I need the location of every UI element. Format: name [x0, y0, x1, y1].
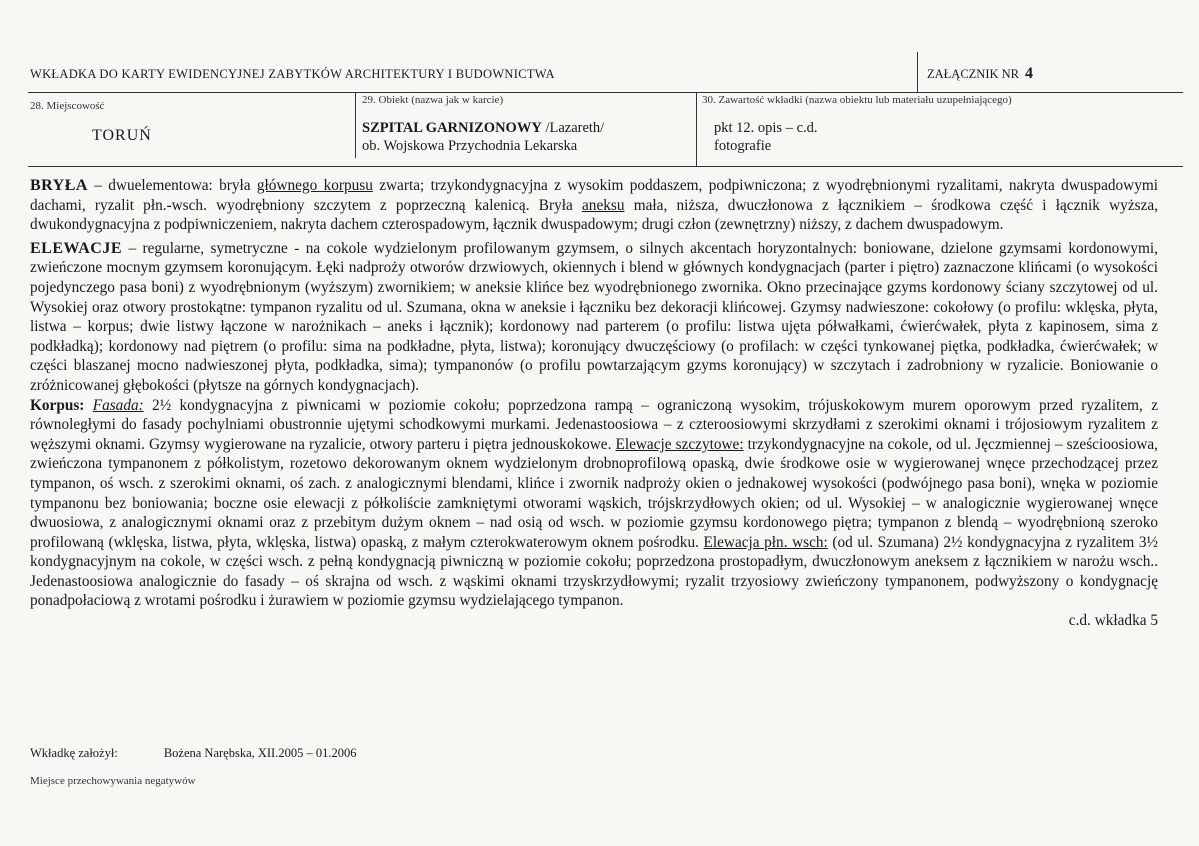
- object-label: 29. Obiekt (nazwa jak w karcie): [362, 94, 504, 106]
- content-value: [714, 119, 818, 155]
- paragraph-text: – dwuelementowa: bryła: [87, 177, 257, 194]
- object-name: SZPITAL GARNIZONOWY: [362, 120, 542, 136]
- paragraph-text: – regularne, symetryczne - na cokole wydzielonym profilowanym gzymsem, o silnych akcentach horyzontalnych: boniowane, dzielone gzymsami kordonowymi, zwieńczone mocnym gzymsem koronującym. Łęki nadproży otworów drzwiowych, okiennych i blend w głównych kondygnacjach (parter i piętro) zaznaczone klińcami (o wysokości pojedynczego pasa boni) z wyodrębnionym (wyższym) zwornikiem; w aneksie klińce bez wyodrębnionego zwornika. Okno przecinające gzyms kordonowy ściany szczytowej od ul. Wysokiej oraz otwory prostokątne: tympanon ryzalitu od ul. Szumana, okna w aneksie i łączniku bez dekoracji klińcowej. Gzymsy nadwieszone: cokołowy (o profilu: wklęska, płyta, listwa – korpus; dwie listwy łączone w narożnikach – aneks i łącznik); kordonowy nad parterem (o profilu: listwa ujęta półwałkami, ćwierćwałek, płyta z kapinosem, sima z podkładką); kordonowy nad piętrem (o profilu: sima na podkładne, płyta, listwa); koronujący dwuczęściowy (o profilach: w części tynkowanej piętka, podkładka, ćwierćwałek; w części blaszanej mocno nadwieszonej płyta, podkładka, sima); tympanonów (o profilu powtarzającym gzyms koronujący) w szczytach i zadrobniony w ryzalicie. Boniowanie o zróżnicowanej głębokości (płytsze na górnych kondygnacjach).: [30, 239, 1158, 394]
- attachment-number: [927, 65, 1033, 83]
- object-value: [362, 119, 604, 155]
- bryla-paragraph: [30, 176, 1158, 235]
- underlined-term: Fasada:: [92, 396, 144, 414]
- divider: [28, 166, 1183, 167]
- content-line: fotografie: [714, 138, 772, 154]
- divider: [696, 92, 697, 166]
- subsection-heading: Korpus:: [30, 396, 85, 414]
- elewacje-paragraph: [30, 239, 1158, 396]
- divider: [917, 52, 918, 92]
- underlined-term: głównego korpusu: [256, 177, 373, 194]
- paragraph-text: trzykondygnacyjne na cokole, od ul. Jęczmiennej – sześcioosiowa, zwieńczona tympanonem z półkolistym, rozetowo dekorowanym oknem wydzielonym drobnoprofilową opaską, dwie środkowe osie w wygierowanej wnęce przechodzącej przez tympanon, oś wsch. z szerokimi oknami, oś zach. z analogicznymi blendami, klińce i zwornik nadproży okien o jednakowej wysokości (podwójnego pasa boni), wnęka w poziomie tympanonu bez boniowania; boczne osie elewacji z półkoliście zamkniętymi otworami wąskich, trójskrzydłowych okien; od ul. Wysokiej – w analogicznie wygierowanej wnęce dwuosiowa, z analogicznymi oknami oraz z przebitym dużym oknem – nad osią od wsch. w poziomie gzymsu kordonowego piętra; tympanon z blendą – wyodrębnioną szeroko profilowaną (wklęska, listwa, płyta, wklęska, listwa) opaską, z małym czterokwaterowym oknem pośrodku.: [30, 435, 1158, 551]
- underlined-term: Elewacje szczytowe:: [615, 435, 744, 453]
- divider: [355, 92, 356, 158]
- object-name-alt: /Lazareth/: [541, 120, 605, 136]
- section-heading: ELEWACJE: [30, 239, 123, 257]
- description-body: [30, 176, 1158, 631]
- content-line: pkt 12. opis – c.d.: [714, 120, 818, 136]
- underlined-term: aneksu: [582, 196, 625, 214]
- object-current-use: ob. Wojskowa Przychodnia Lekarska: [362, 138, 578, 154]
- attachment-value: 4: [1025, 65, 1034, 82]
- content-label: 30. Zawartość wkładki (nazwa obiektu lub materiału uzupełniającego): [702, 94, 1012, 106]
- paragraph-text: (od ul. Szumana) 2½ kondygnacyjna z ryzalitem 3½ kondygnacyjnym na cokole, w części wsch. z pełną kondygnacją piwniczną w poziomie cokołu; poprzedzona prostopadłym, dwuczłonowym aneksem z łącznikiem w narożu wsch.. Jedenastoosiowa analogicznie do fasady – oś skrajna od wsch. z wąskimi oknami trzyskrzydłowymi; ryzalit trzyosiowy zwieńczony tympanonem, podwyższony o kondygnację ponadpołaciową z wrotami pośrodku i żurawiem w poziomie gzymsu wydzielającego tympanon.: [30, 533, 1158, 610]
- section-heading: BRYŁA: [30, 177, 88, 194]
- underlined-term: Elewacja płn. wsch:: [703, 533, 828, 551]
- form-title: WKŁADKA DO KARTY EWIDENCYJNEJ ZABYTKÓW ARCHITEKTURY I BUDOWNICTWA: [30, 67, 555, 81]
- negatives-label: Miejsce przechowywania negatywów: [30, 775, 196, 787]
- paragraph-text: 2½ kondygnacyjna z piwnicami w poziomie cokołu; poprzedzona rampą – ograniczoną wysokim, trójuskokowym murem oporowym przed ryzalitem, z równoległymi do fasady pochylniami obustronnie ujętymi schodkowymi murkami. Jedenastoosiowa – z czteroosiowymi skrzydłami z szerokimi oknami i trójosiowym ryzalitem z węższymi oknami. Gzymsy wygierowane na ryzalicie, otwory parteru i piętra jednouskokowe.: [30, 396, 1158, 453]
- divider: [28, 92, 1183, 93]
- author-line: [30, 746, 356, 761]
- continued-note: c.d. wkładka 5: [1068, 612, 1158, 630]
- author-label: Wkładkę założył:: [30, 746, 118, 760]
- paragraph-text: zwarta; trzykondygnacyjna z wysokim poddaszem, podpiwniczona; z wyodrębnionymi ryzalitami, nakryta dwuspadowymi dachami, ryzalit płn.-wsch. wyodrębniony szczytem z poprzeczną kalenicą. Bryła: [30, 177, 1158, 214]
- author-value: Bożena Narębska, XII.2005 – 01.2006: [163, 746, 357, 760]
- paragraph-text: mała, niższa, dwuczłonowa z łącznikiem – środkowa część i łącznik wyższa, dwukondygnacyjna z podpiwniczeniem, nakryta dachem czterospadowym, łącznik dwuspadowym; drugi człon (zewnętrzny) niższy, z dachem dwuspadowym.: [30, 196, 1158, 234]
- attachment-label: ZAŁĄCZNIK NR: [927, 67, 1020, 81]
- korpus-paragraph: [30, 396, 1158, 612]
- locality-label: 28. Miejscowość: [30, 100, 105, 112]
- locality-value: TORUŃ: [92, 127, 152, 144]
